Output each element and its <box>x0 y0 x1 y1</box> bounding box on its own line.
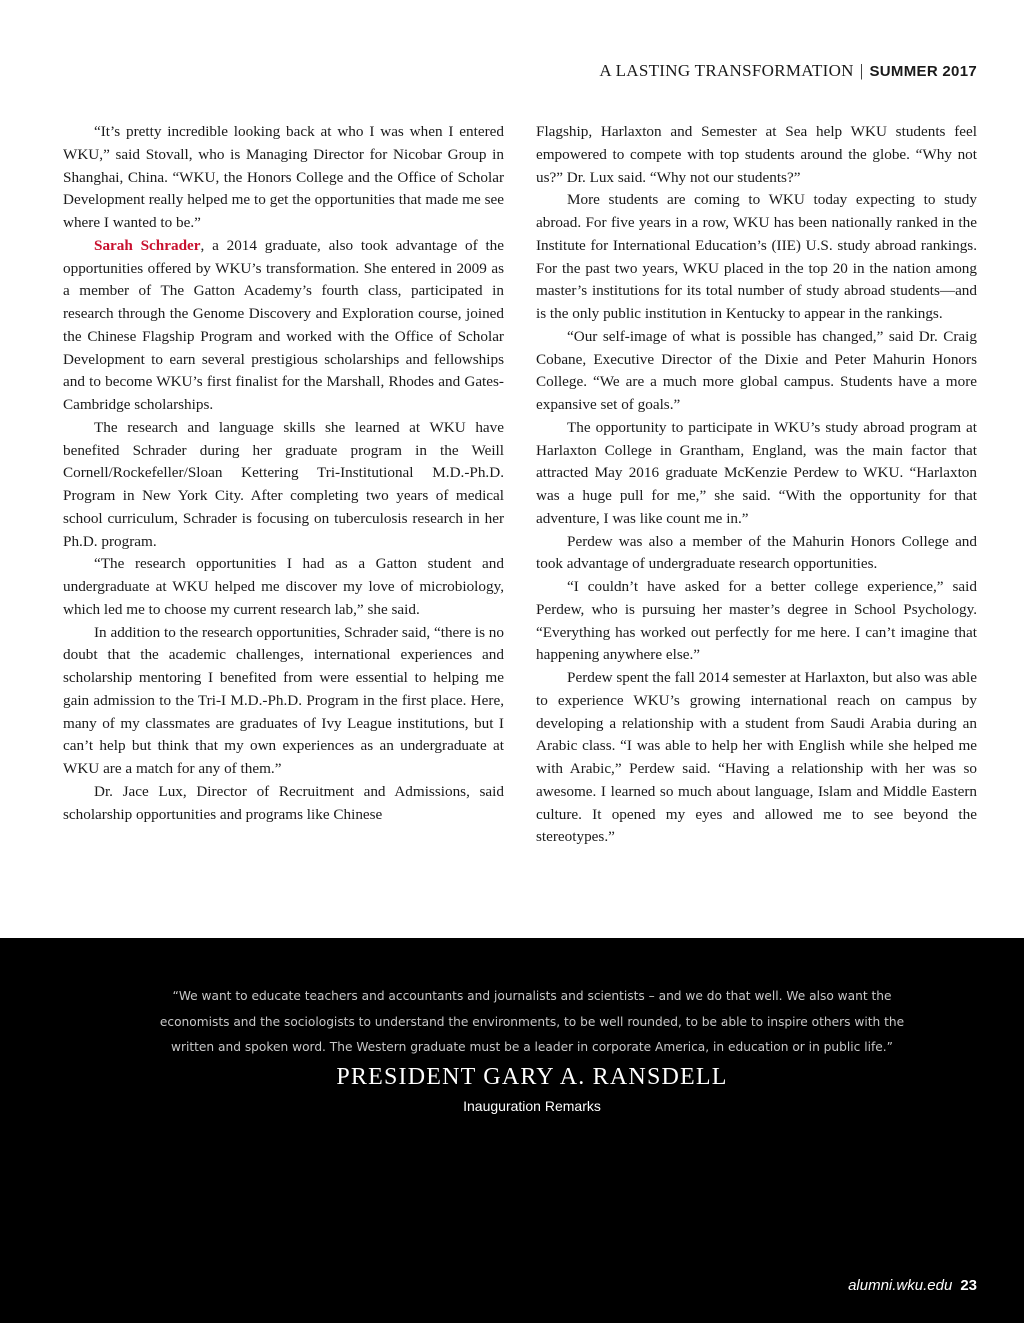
pull-quote: “We want to educate teachers and accountants and journalists and scientists – and we do that well. We also want the economists and the sociologists to understand the environments, to be well rounded, to be able to inspire others with the written and spoken word. The Western graduate must be a leader in corporate America, in education or in public life.” <box>159 989 905 1054</box>
quote-source: Inauguration Remarks <box>463 1098 601 1114</box>
header-title: A LASTING TRANSFORMATION <box>599 61 854 80</box>
paragraph: Flagship, Harlaxton and Semester at Sea help WKU students feel empowered to compete with top students around the globe. “Why not us?” Dr. Lux said. “Why not our students?” <box>536 123 977 186</box>
paragraph: “It’s pretty incredible looking back at who I was when I entered WKU,” said Stovall, who is Managing Director for Nicobar Group in Shanghai, China. “WKU, the Honors College and the Office of Scholar Development really helped me to get the opportunities that made me see where I wanted to be.” <box>63 123 504 231</box>
header-issue: SUMMER 2017 <box>869 63 977 80</box>
left-column <box>63 121 504 826</box>
running-header <box>599 61 977 81</box>
paragraph: Dr. Jace Lux, Director of Recruitment and Admissions, said scholarship opportunities and programs like Chinese <box>63 782 504 823</box>
quote-speaker: PRESIDENT GARY A. RANSDELL <box>336 1064 728 1090</box>
right-column <box>536 121 977 849</box>
paragraph: Perdew was also a member of the Mahurin Honors College and took advantage of undergraduate research opportunities. <box>536 532 977 573</box>
paragraph: More students are coming to WKU today expecting to study abroad. For five years in a row, WKU has been nationally ranked in the Institute for International Education’s (IIE) U.S. study abroad rankings. For the past two years, WKU placed in the top 20 in the nation among master’s institutions for its total number of study abroad students—and is the only public institution in Kentucky to appear in the rankings. <box>536 191 977 322</box>
paragraph <box>63 235 504 417</box>
highlighted-name: Sarah Schrader <box>94 236 201 254</box>
footer-site-link[interactable]: alumni.wku.edu <box>848 1277 953 1294</box>
paragraph: “The research opportunities I had as a Gatton student and undergraduate at WKU helped me discover my love of microbiology, which led me to choose my current research lab,” she said. <box>63 555 504 618</box>
paragraph-text: , a 2014 graduate, also took advantage of the opportunities offered by WKU’s transformation. She entered in 2009 as a member of The Gatton Academy’s fourth class, participated in research through the Genome Discovery and Exploration course, joined the Chinese Flagship Program and worked with the Office of Scholar Development to earn several prestigious scholarships and fellowships and to become WKU’s first finalist for the Marshall, Rhodes and Gates-Cambridge scholarships. <box>63 236 504 413</box>
page-footer <box>848 1277 977 1294</box>
paragraph: The opportunity to participate in WKU’s study abroad program at Harlaxton College in Grantham, England, was the main factor that attracted May 2016 graduate McKenzie Perdew to WKU. “Harlaxton was a huge pull for me,” she said. “With the opportunity for that adventure, I was like count me in.” <box>536 418 977 527</box>
paragraph: Perdew spent the fall 2014 semester at Harlaxton, but also was able to experience WKU’s growing international reach on campus by developing a relationship with a student from Saudi Arabia during an Arabic class. “I was able to help her with English while she helped me with Arabic,” Perdew said. “Having a relationship with her was so awesome. I learned so much about language, Islam and Middle Eastern culture. It opened my eyes and allowed me to see beyond the stereotypes.” <box>536 669 977 846</box>
paragraph: In addition to the research opportunities, Schrader said, “there is no doubt that the academic challenges, international experiences and scholarship mentoring I benefited from were essential to helping me gain admission to the Tri-I M.D.-Ph.D. Program in the first place. Here, many of my classmates are graduates of Ivy League institutions, but I can’t help but think that my own experiences as an undergraduate at WKU are a match for any of them.” <box>63 623 504 777</box>
header-separator: | <box>859 61 864 80</box>
paragraph: The research and language skills she learned at WKU have benefited Schrader during her graduate program in the Weill Cornell/Rockefeller/Sloan Kettering Tri-Institutional M.D.-Ph.D. Program in New York City. After completing two years of medical school curriculum, Schrader is focusing on tuberculosis research in her Ph.D. program. <box>63 418 504 550</box>
paragraph: “I couldn’t have asked for a better college experience,” said Perdew, who is pursuing her master’s degree in School Psychology. “Everything has worked out perfectly for me here. I can’t imagine that happening anywhere else.” <box>536 578 977 664</box>
page-number: 23 <box>960 1277 977 1294</box>
paragraph: “Our self-image of what is possible has changed,” said Dr. Craig Cobane, Executive Director of the Dixie and Peter Mahurin Honors College. “We are a much more global campus. Students have a more expansive set of goals.” <box>536 327 977 413</box>
